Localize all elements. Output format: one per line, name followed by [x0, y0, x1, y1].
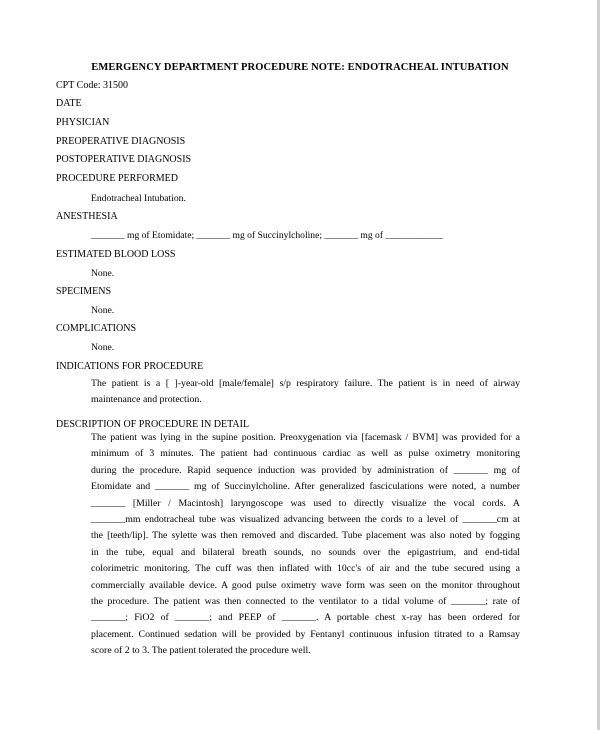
physician-heading: PHYSICIAN — [56, 117, 110, 128]
paragraph-line: minimum of 3 minutes. The patient had continuous cardiac as well as pulse oximetry monitoring — [91, 448, 520, 460]
specimens-value: None. — [91, 305, 115, 316]
paragraph-line: commercially available device. A good pulse oximetry wave form was seen on the monitor throughout — [91, 579, 520, 591]
estimated-blood-loss-heading: ESTIMATED BLOOD LOSS — [56, 249, 176, 260]
paragraph-line: score of 2 to 3. The patient tolerated the procedure well. — [91, 645, 311, 657]
description-heading: DESCRIPTION OF PROCEDURE IN DETAIL — [56, 419, 250, 430]
date-heading: DATE — [56, 98, 82, 109]
paragraph-line: in the tube, equal and bilateral breath sounds, no sounds over the epigastrium, and end-tidal — [91, 546, 520, 558]
paragraph-line: maintenance and protection. — [91, 394, 202, 406]
paragraph-line: Etomidate and _______ mg of Succinylcholine. After generalized fasciculations were noted, a number — [91, 481, 520, 493]
paragraph-line: the procedure. The patient was then connected to the ventilator to a tidal volume of _______; rate of — [91, 595, 520, 607]
paragraph-line: The patient was lying in the supine position. Preoxygenation via [facemask / BVM] was provided for a — [91, 432, 520, 443]
procedure-performed-value: Endotracheal Intubation. — [91, 193, 186, 204]
estimated-blood-loss-value: None. — [91, 268, 115, 279]
paragraph-line: The patient is a [ ]-year-old [male/female] s/p respiratory failure. The patient is in need of airway — [91, 378, 520, 389]
preoperative-diagnosis-heading: PREOPERATIVE DIAGNOSIS — [56, 136, 186, 147]
specimens-heading: SPECIMENS — [56, 286, 112, 297]
paragraph-line: _______ [Miller / Macintosh] laryngoscope was used to directly visualize the vocal cords. A — [91, 497, 520, 509]
anesthesia-heading: ANESTHESIA — [56, 211, 118, 222]
indications-heading: INDICATIONS FOR PROCEDURE — [56, 361, 204, 372]
paragraph-line: the [teeth/lip]. The sylette was then removed and discarded. Tube placement was also noted by fogging — [91, 530, 520, 542]
paragraph-line: _______mm endotracheal tube was visualized advancing between the cords to a level of _______cm at — [91, 513, 520, 525]
paragraph-line: _______; FiO2 of _______; and PEEP of _______. A portable chest x-ray has been ordered for — [91, 612, 520, 624]
postoperative-diagnosis-heading: POSTOPERATIVE DIAGNOSIS — [56, 154, 192, 165]
indications-paragraph — [91, 376, 520, 409]
cpt-code: CPT Code: 31500 — [56, 80, 129, 91]
description-paragraph — [91, 430, 520, 659]
anesthesia-value: _______ mg of Etomidate; _______ mg of Succinylcholine; _______ mg of ____________ — [91, 230, 444, 241]
complications-value: None. — [91, 342, 115, 353]
procedure-performed-heading: PROCEDURE PERFORMED — [56, 173, 178, 184]
complications-heading: COMPLICATIONS — [56, 323, 137, 334]
paragraph-line: placement. Continued sedation will be provided by Fentanyl continuous infusion titrated to a Ramsay — [91, 628, 520, 640]
document-title: EMERGENCY DEPARTMENT PROCEDURE NOTE: ENDOTRACHEAL INTUBATION — [91, 62, 509, 73]
paragraph-line: during the procedure. Rapid sequence induction was provided by administration of _______ mg of — [91, 464, 520, 476]
paragraph-line: colorimetric monitoring. The cuff was then inflated with 10cc's of air and the tube secured using a — [91, 563, 520, 575]
